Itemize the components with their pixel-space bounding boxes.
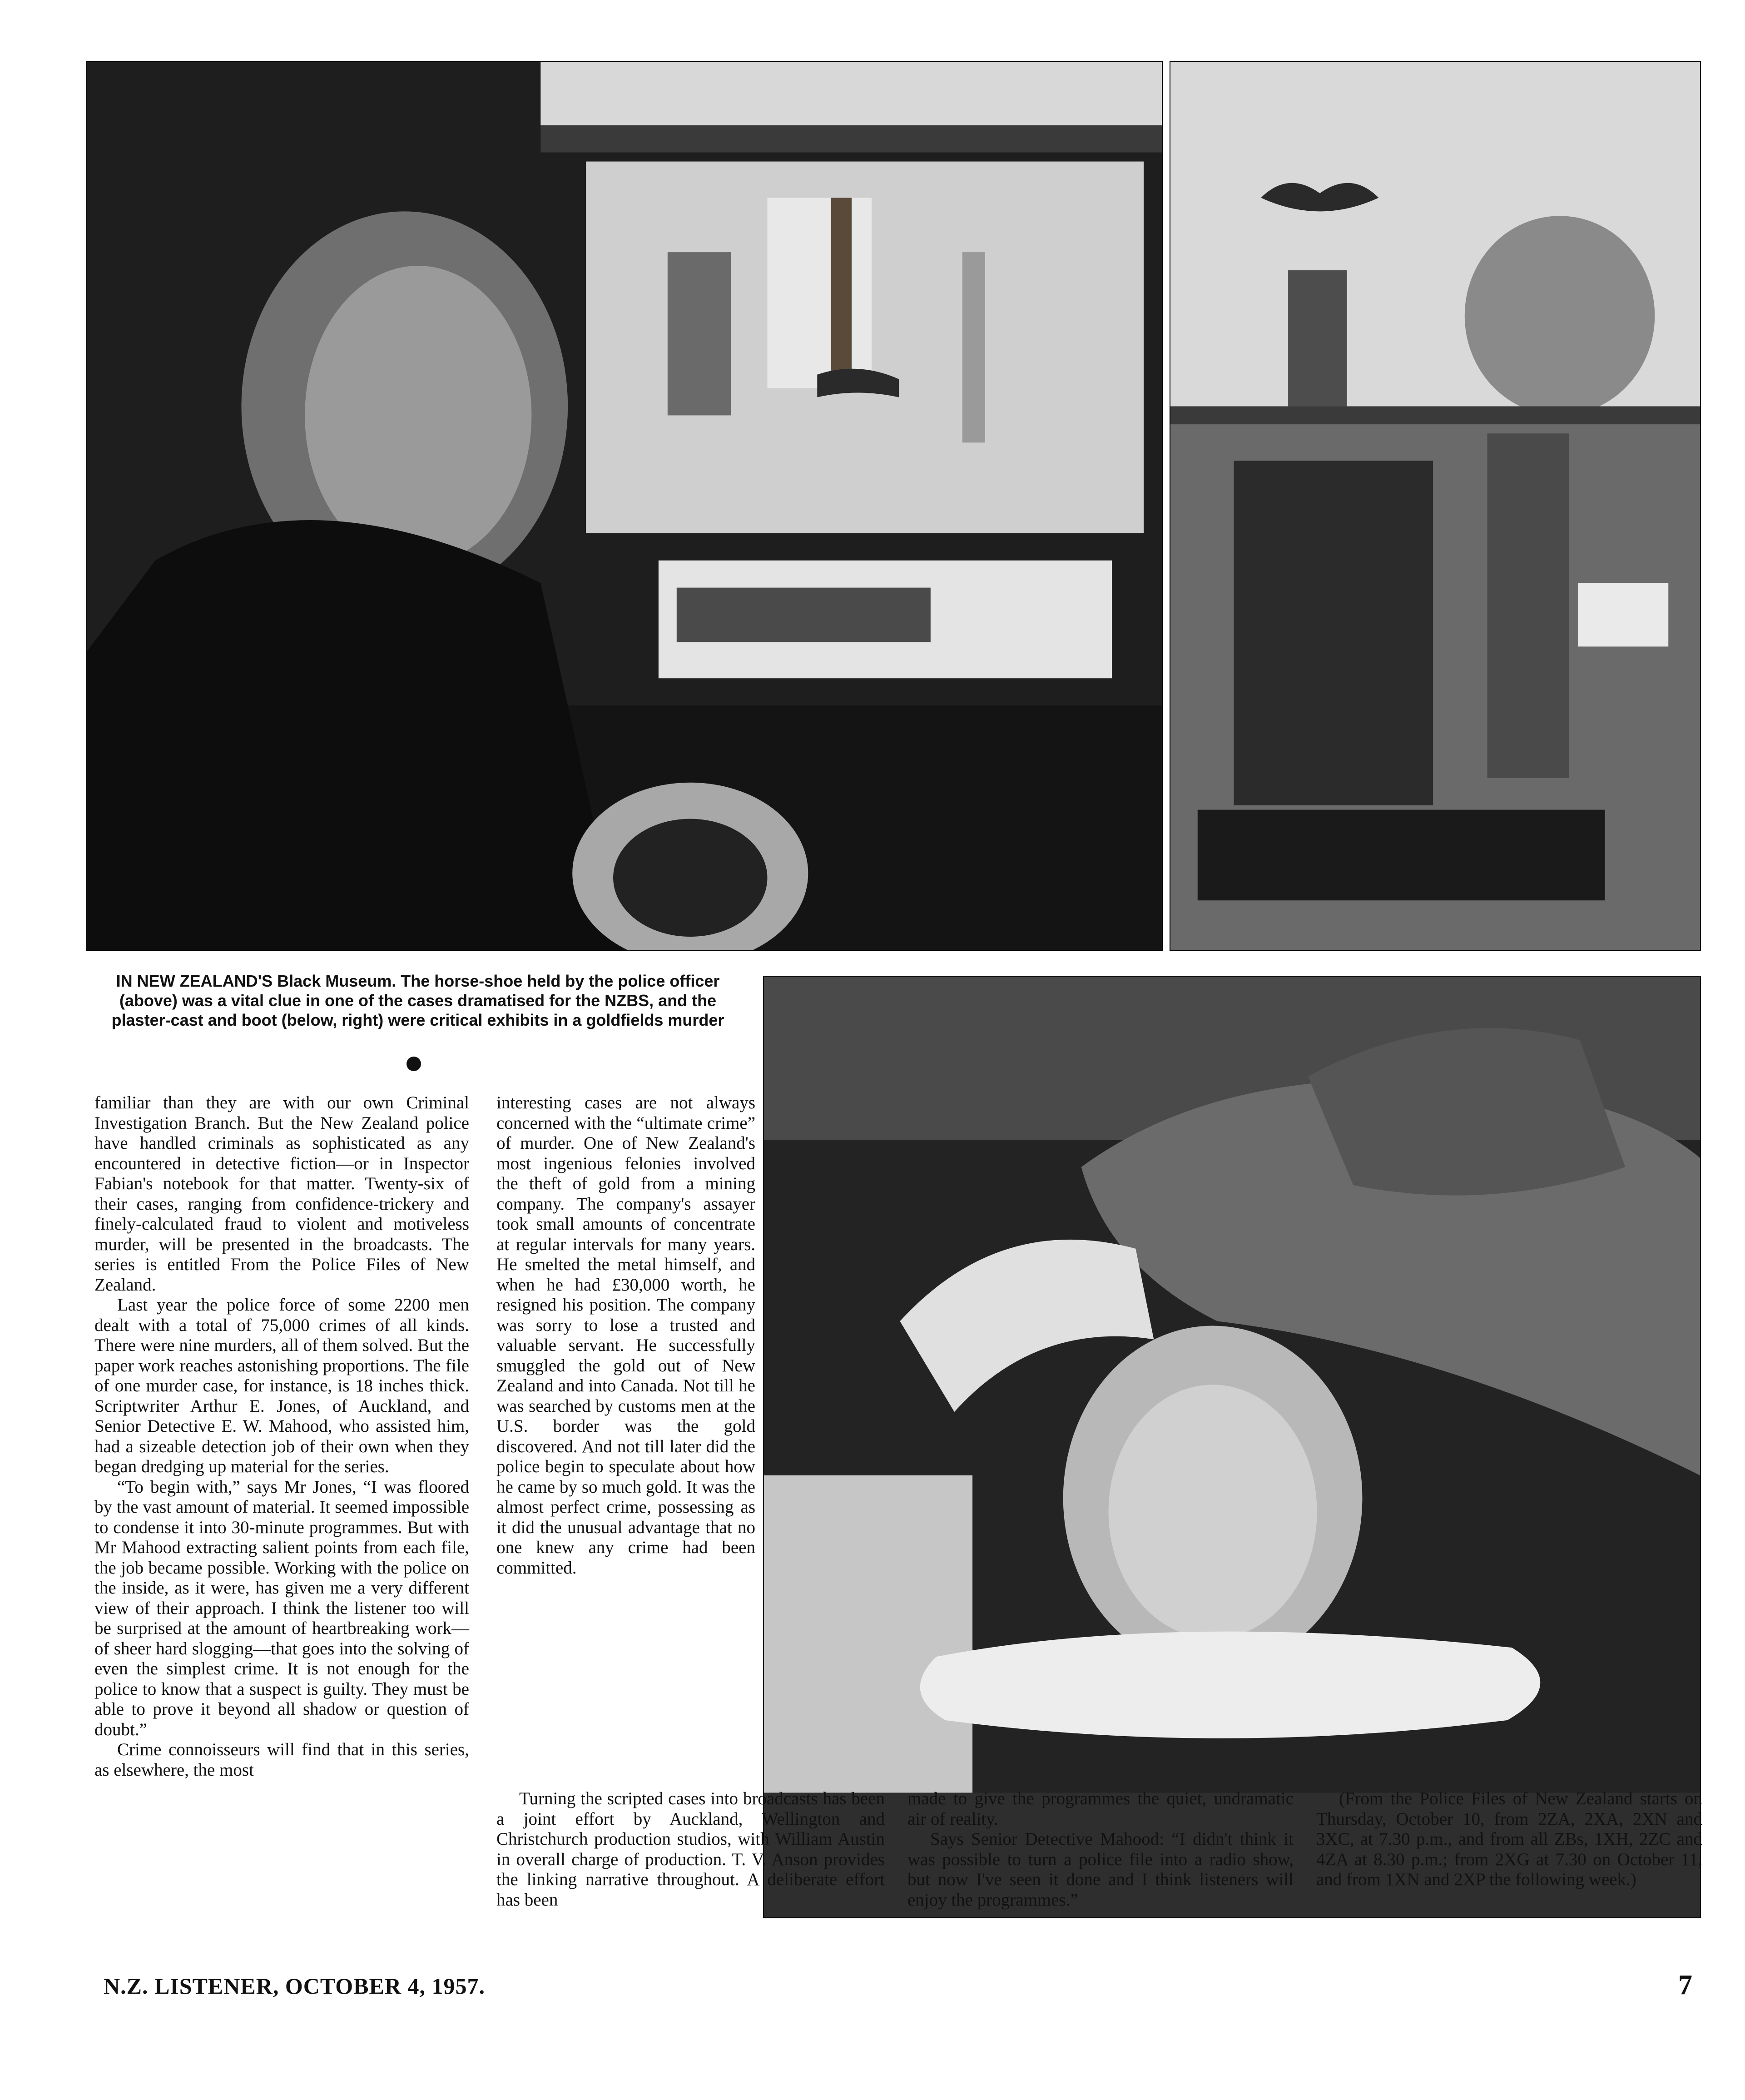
article-column-1 <box>94 1093 469 1780</box>
col1-paragraph-2: Last year the police force of some 2200 men dealt with a total of 75,000 crimes of all kinds. There were nine murders, all of them solved. But the paper work reaches astonishing proportions. The file of one murder case, for instance, is 18 inches thick. Scriptwriter Arthur E. Jones, of Auckland, and Senior Detective E. W. Mahood, who assisted him, had a sizeable detection job of their own when they began dredging up material for the series. <box>94 1295 469 1476</box>
article-column-5 <box>1316 1789 1702 1890</box>
col3-paragraph-1: Turning the scripted cases into broadcasts has been a joint effort by Auckland, Wellington and Christchurch production studios, with William Austin in overall charge of production. T. V. Anson provides the linking narrative throughout. A deliberate effort has been <box>496 1789 885 1910</box>
article-column-4 <box>907 1789 1294 1910</box>
photo-plaster-cast-boot <box>763 976 1701 1918</box>
col1-paragraph-4: Crime connoisseurs will find that in this series, as elsewhere, the most <box>94 1740 469 1780</box>
page-footer: N.Z. LISTENER, OCTOBER 4, 1957. <box>104 1973 485 1999</box>
photo-officer-horseshoe <box>86 61 1163 951</box>
photo-exhibit-shelf <box>1170 61 1701 951</box>
article-column-2 <box>496 1093 755 1578</box>
shelf-photo-art <box>1170 62 1700 950</box>
article-column-3 <box>496 1789 885 1910</box>
col1-paragraph-3: “To begin with,” says Mr Jones, “I was floored by the vast amount of material. It seemed impossible to condense it into 30-minute programmes. But with Mr Mahood extracting salient points from each file, the job became possible. Working with the police on the inside, as it were, has given me a very different view of their approach. I think the listener too will be surprised at the amount of heartbreaking work—of sheer hard slogging—that goes into the solving of even the simplest crime. It is not enough for the police to know that a suspect is guilty. They must be able to prove it beyond all shadow or question of doubt.” <box>94 1477 469 1739</box>
col5-paragraph-1: (From the Police Files of New Zealand starts on Thursday, October 10, from 2ZA, 2XA, 2XN and 3XC, at 7.30 p.m., and from all ZBs, 1XH, 2ZC and 4ZA at 8.30 p.m.; from 2XG at 7.30 on October 11, and from 1XN and 2XP the following week.) <box>1316 1789 1702 1889</box>
col1-paragraph-1: familiar than they are with our own Criminal Investigation Branch. But the New Zealand police have handled criminals as sophisticated as any encountered in detective fiction—or in Inspector Fabian's notebook for that matter. Twenty-six of their cases, ranging from confidence-trickery and finely-calculated fraud to violent and motiveless murder, will be presented in the broadcasts. The series is entitled From the Police Files of New Zealand. <box>94 1093 469 1295</box>
officer-photo-art <box>87 62 1162 950</box>
page-number: 7 <box>1678 1970 1692 2001</box>
boot-photo-art <box>764 977 1700 1917</box>
col4-paragraph-1: made to give the programmes the quiet, undramatic air of reality. <box>907 1789 1294 1829</box>
photo-caption: IN NEW ZEALAND'S Black Museum. The horse-shoe held by the police officer (above) was a vital clue in one of the cases dramatised for the NZBS, and the plaster-cast and boot (below, right) were critical exhibits in a goldfields murder <box>111 972 724 1029</box>
col4-paragraph-2: Says Senior Detective Mahood: “I didn't think it was possible to turn a police file into a radio show, but now I've seen it done and I think listeners will enjoy the programmes.” <box>907 1829 1294 1910</box>
col2-paragraph-1: interesting cases are not always concerned with the “ultimate crime” of murder. One of New Zealand's most ingenious felonies involved the theft of gold from a mining company. The company's assayer took small amounts of concentrate at regular intervals for many years. He smelted the metal himself, and when he had £30,000 worth, he resigned his position. The company was sorry to lose a trusted and valuable servant. He successfully smuggled the gold out of New Zealand and into Canada. Not till he was searched by customs men at the U.S. border was the gold discovered. And not till later did the police begin to speculate about how he came by so much gold. It was the almost perfect crime, possessing as it did the unusual advantage that no one knew any crime had been committed. <box>496 1093 755 1578</box>
separator-bullet <box>407 1057 421 1071</box>
